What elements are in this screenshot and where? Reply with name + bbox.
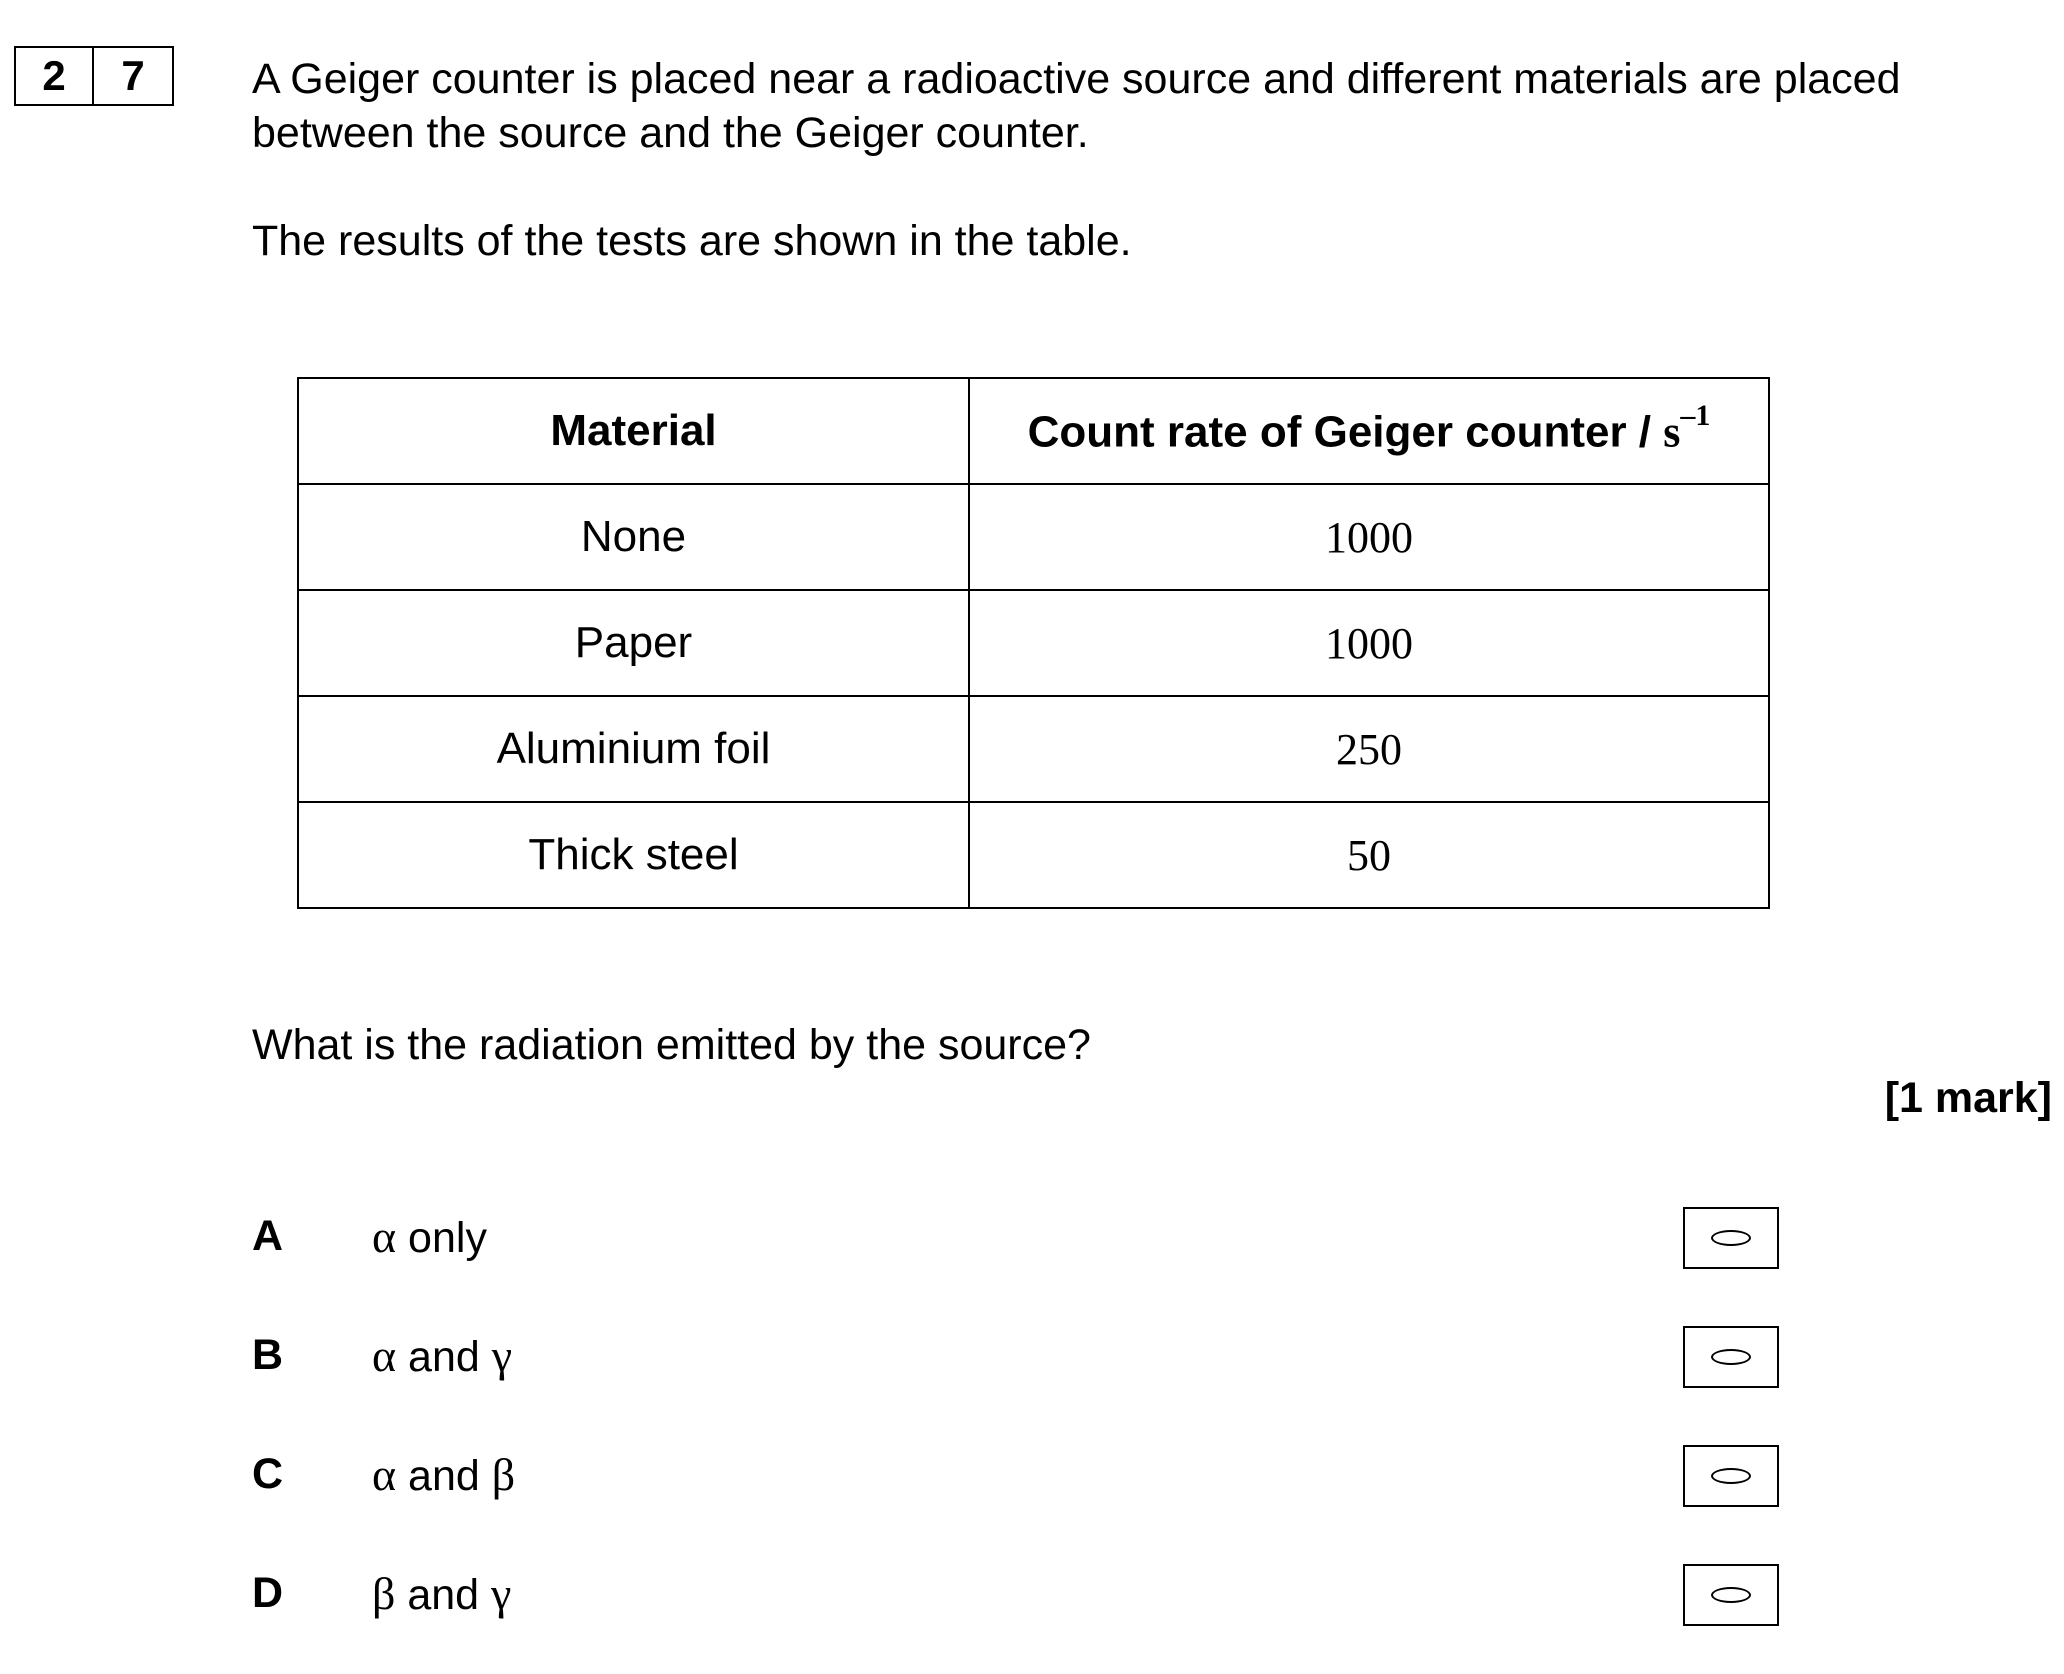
option-text-mid: and: [396, 1332, 492, 1381]
material-cell: Thick steel: [298, 802, 969, 908]
option-text: [372, 1329, 512, 1382]
greek-symbol: α: [372, 1329, 397, 1381]
answer-bubble-icon: [1711, 1587, 1751, 1603]
header-count-rate: [969, 378, 1769, 484]
question-number-digit: 2: [14, 46, 94, 106]
material-cell: Aluminium foil: [298, 696, 969, 802]
question-text: What is the radiation emitted by the source?: [252, 1021, 1091, 1069]
unit-exponent: –1: [1680, 398, 1711, 432]
results-table: [297, 377, 1770, 909]
table-row: [298, 696, 1769, 802]
greek-symbol: γ: [491, 1329, 513, 1381]
option-text: [372, 1567, 511, 1620]
count-cell: 1000: [969, 484, 1769, 590]
material-cell: None: [298, 484, 969, 590]
option-letter: D: [252, 1568, 284, 1617]
unit-base: s: [1663, 407, 1681, 457]
greek-symbol: α: [372, 1210, 397, 1262]
option-text: [372, 1448, 515, 1501]
question-number: [14, 46, 174, 106]
table-row: [298, 590, 1769, 696]
stem-line: A Geiger counter is placed near a radioactive source and different materials are placed: [252, 55, 1901, 103]
greek-symbol: γ: [491, 1567, 512, 1619]
answer-bubble-icon: [1711, 1230, 1751, 1246]
option-letter: C: [252, 1449, 284, 1498]
greek-symbol: β: [372, 1567, 396, 1619]
stem-line: between the source and the Geiger counter.: [252, 109, 1089, 157]
option-text-mid: and: [395, 1570, 492, 1619]
table-header-row: [298, 378, 1769, 484]
question-number-digit: 7: [94, 46, 174, 106]
table-row: [298, 484, 1769, 590]
option-d: [252, 1563, 511, 1623]
mark-allocation: [1 mark]: [1884, 1074, 2052, 1122]
greek-symbol: β: [491, 1448, 516, 1500]
option-letter: B: [252, 1330, 284, 1379]
option-text-mid: only: [396, 1213, 487, 1262]
count-cell: 250: [969, 696, 1769, 802]
table-intro: The results of the tests are shown in the table.: [252, 217, 1132, 265]
answer-box-b[interactable]: [1683, 1326, 1779, 1388]
option-c: [252, 1444, 515, 1504]
material-cell: Paper: [298, 590, 969, 696]
option-a: [252, 1206, 487, 1266]
answer-box-a[interactable]: [1683, 1207, 1779, 1269]
question-stem: [252, 52, 1901, 160]
greek-symbol: α: [372, 1448, 397, 1500]
count-cell: 50: [969, 802, 1769, 908]
option-letter: A: [252, 1211, 284, 1260]
option-text: [372, 1210, 487, 1263]
header-count-rate-label: Count rate of Geiger counter /: [1027, 407, 1664, 457]
table-row: [298, 802, 1769, 908]
answer-box-c[interactable]: [1683, 1445, 1779, 1507]
answer-box-d[interactable]: [1683, 1564, 1779, 1626]
header-material: Material: [298, 378, 969, 484]
count-cell: 1000: [969, 590, 1769, 696]
answer-bubble-icon: [1711, 1349, 1751, 1365]
answer-bubble-icon: [1711, 1468, 1751, 1484]
option-text-mid: and: [396, 1451, 492, 1500]
option-b: [252, 1325, 512, 1385]
